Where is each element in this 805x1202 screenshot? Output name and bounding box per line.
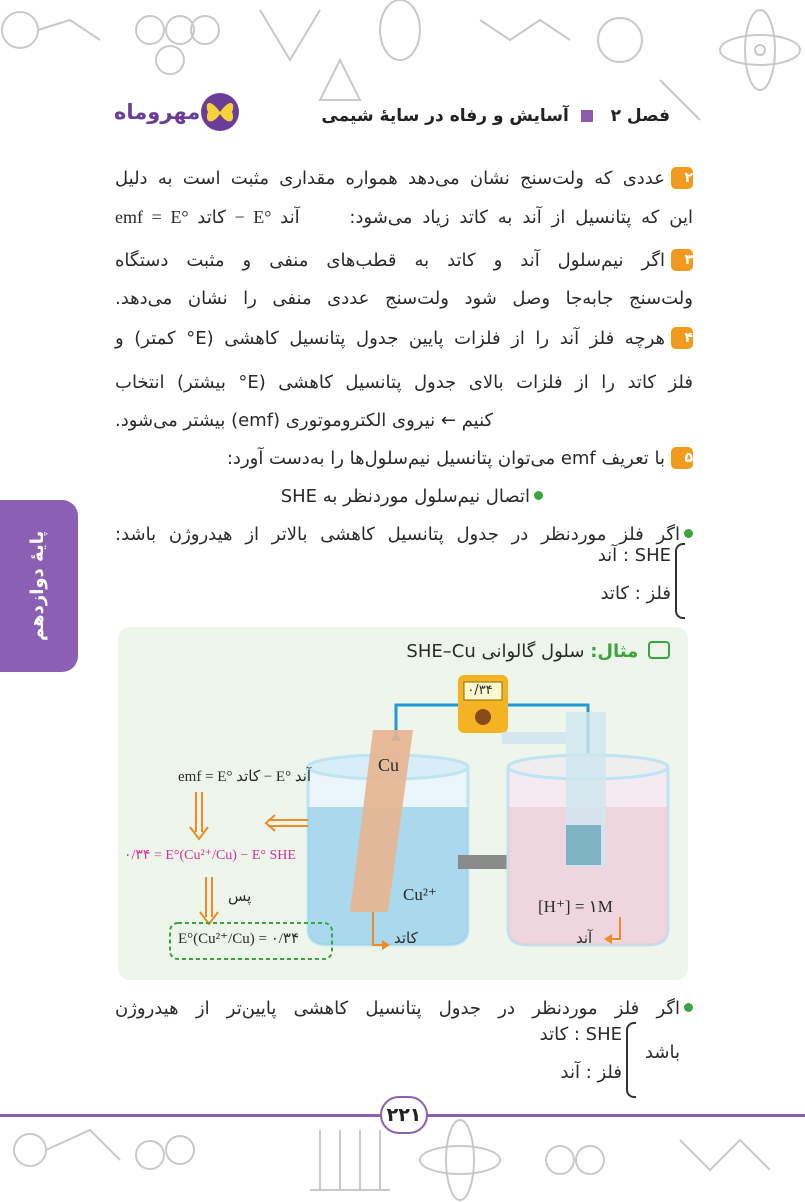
voltmeter-reading: ۰/۳۴ xyxy=(467,683,493,698)
emf-substitution: ۰/۳۴ = E°(Cu²⁺/Cu) − E° SHE xyxy=(124,848,296,863)
item-4-line-3: کنیم ← نیروی الکتروموتوری (emf) بیشتر می‌شود. xyxy=(115,410,494,431)
chapter-title: آسایش و رفاه در سایهٔ شیمی xyxy=(321,106,569,126)
chapter-number: فصل ۲ xyxy=(610,106,670,126)
hydrogen-concentration-label: [H⁺] = ۱M xyxy=(538,897,613,916)
example-heading: مثال: سلول گالوانی SHE–Cu xyxy=(406,641,670,662)
item-4-line-1: ۴هرچه فلز آند را از فلزات پایین جدول پتانسیل کاهشی (E° کمتر) و xyxy=(115,328,694,349)
item-2-line-2: این که پتانسیل از آند به کاتد زیاد می‌شود: emf = E° کاتد − E° آند xyxy=(115,207,693,228)
item-number-badge: ۴ xyxy=(671,327,693,349)
emf-formula: emf = E° کاتد − E° آند xyxy=(115,207,300,227)
bullet-dot-icon xyxy=(684,1003,693,1012)
brand-name: مهروماه xyxy=(114,100,201,124)
item-number-badge: ۳ xyxy=(671,249,693,271)
galvanic-cell-diagram xyxy=(118,627,688,980)
case-anode-she: SHE : آند فلز : کاتد xyxy=(555,543,685,619)
item-3-line-2: ولت‌سنج جابه‌جا وصل شود ولت‌سنج عددی منفی را نشان می‌دهد. xyxy=(115,288,693,309)
page-content xyxy=(115,160,693,554)
grade-label: پایهٔ دوازدهم xyxy=(27,530,48,642)
bullet-3: اگر فلز موردنظر در جدول پتانسیل کاهشی پایین‌تر از هیدروژن xyxy=(115,990,693,1028)
example-box xyxy=(118,627,688,980)
anode-label: آند xyxy=(576,929,593,947)
grade-side-tab xyxy=(0,500,78,672)
copper-potential-result: E°(Cu²⁺/Cu) = ۰/۳۴ xyxy=(178,931,300,947)
chapter-heading xyxy=(321,106,670,126)
item-number-badge: ۵ xyxy=(671,447,693,469)
page-header xyxy=(110,88,670,148)
case-cathode-she: باشد SHE : کاتد فلز : آند xyxy=(500,1022,680,1098)
emf-definition: emf = E° کاتد − E° آند xyxy=(178,769,312,785)
item-number-badge: ۲ xyxy=(671,167,693,189)
item-2-line-1: ۲عددی که ولت‌سنج نشان می‌دهد همواره مقداری مثبت است به دلیل xyxy=(115,168,693,189)
bullet-1: اتصال نیم‌سلول موردنظر به SHE xyxy=(115,478,693,516)
copper-ion-label: Cu²⁺ xyxy=(403,885,437,904)
item-4-line-2: فلز کاتد را از فلزات بالای جدول پتانسیل کاهشی (E° بیشتر) انتخاب xyxy=(115,372,693,393)
cathode-label: کاتد xyxy=(394,929,418,947)
item-3-line-1: ۳اگر نیم‌سلول آند و کاتد به قطب‌های منفی و مثبت دستگاه xyxy=(115,250,693,271)
bullet-2: اگر فلز موردنظر در جدول پتانسیل کاهشی بالاتر از هیدروژن باشد: xyxy=(115,516,693,554)
bullet-dot-icon xyxy=(534,491,543,500)
bullet-dot-icon xyxy=(684,529,693,538)
item-5-line-1: ۵با تعریف emf می‌توان پتانسیل نیم‌سلول‌ها را به‌دست آورد: xyxy=(226,448,693,469)
page-number: ۲۲۱ xyxy=(380,1096,428,1134)
brand-logo xyxy=(110,92,240,132)
therefore-label: پس xyxy=(228,887,252,905)
chapter-square-icon xyxy=(581,110,593,122)
butterfly-icon xyxy=(200,92,240,132)
copper-electrode-label: Cu xyxy=(378,755,400,775)
